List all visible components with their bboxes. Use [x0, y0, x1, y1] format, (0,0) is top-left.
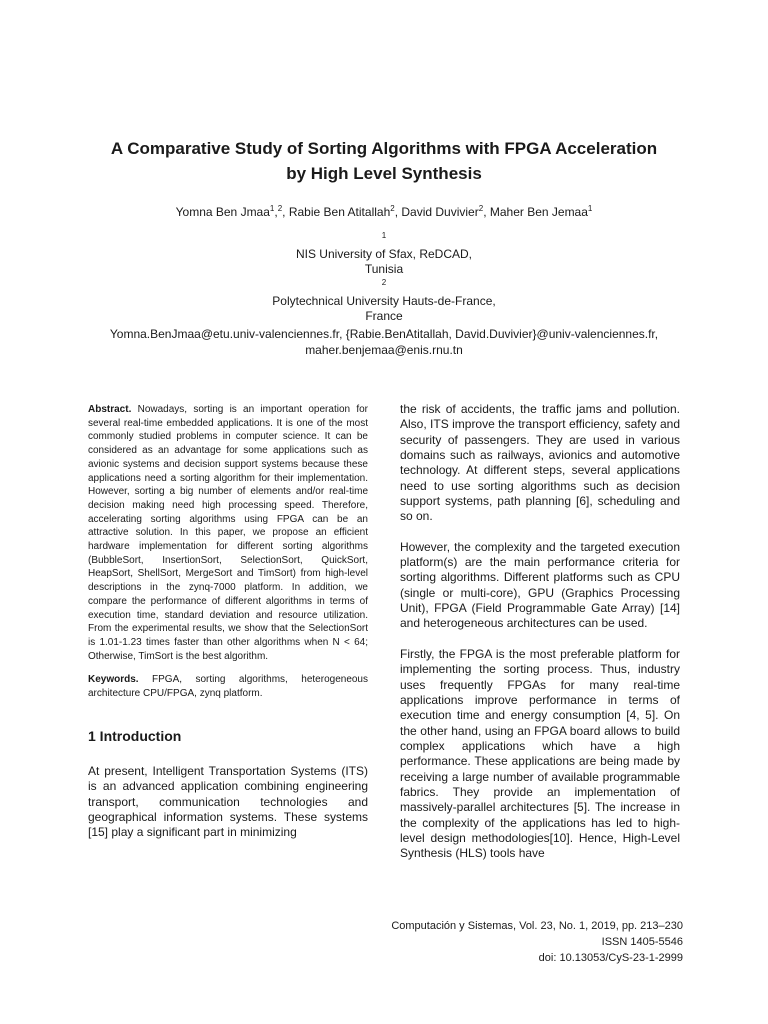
title-line-1: A Comparative Study of Sorting Algorithms with FPGA Acceleration — [110, 139, 658, 158]
journal-footer — [391, 918, 683, 966]
body-paragraph: Firstly, the FPGA is the most preferable platform for implementing the sorting process. Thus, industry uses frequently FPGAs for many real-time applications improve performance in terms of execution time and energy consumption [4, 5]. On the other hand, using an FPGA board allows to build complex applications which have a high performance. These applications are being made by receiving a large number of available programmable fabrics. They provide an implementation of massively-parallel architectures [5]. The increase in the complexity of the applications has led to high-level design methodologies[10]. Hence, High-Level Synthesis (HLS) tools have — [400, 646, 680, 861]
affiliation-1 — [40, 232, 728, 277]
abstract-text: Nowadays, sorting is an important operation for several real-time embedded applications. It is one of the most commonly studied problems in computer science. It can be considered as an advantage for some applications such as avionic systems and decision support systems because these applications need a sorting algorithm for their implementation. However, sorting a big number of elements and/or real-time decision making need high processing speed. Therefore, accelerating sorting algorithms using FPGA can be an attractive solution. In this paper, we propose an efficient hardware implementation for different sorting algorithms (BubbleSort, InsertionSort, SelectionSort, QuickSort, HeapSort, ShellSort, MergeSort and TimSort) from high-level descriptions in the zynq-7000 platform. In addition, we compare the performance of different algorithms in terms of execution time, standard deviation and resource utilization. From the experimental results, we show that the SelectionSort is 1.01-1.23 times faster than other algorithms when N < 64; Otherwise, TimSort is the best algorithm. — [88, 404, 368, 662]
body-paragraph: the risk of accidents, the traffic jams and pollution. Also, ITS improve the transport efficiency, safety and security of passengers. They are used in various domains such as railways, avionics and automotive technology. At different steps, several applications need to use sorting algorithms such as decision support systems, path planning [6], scheduling and so on. — [400, 402, 680, 524]
author-2-name: , Rabie Ben Atitallah — [282, 205, 391, 219]
affiliation-2 — [40, 279, 728, 324]
journal-doi: doi: 10.13053/CyS-23-1-2999 — [538, 952, 683, 964]
author-1-name: Yomna Ben Jmaa — [175, 205, 270, 219]
intro-paragraph: At present, Intelligent Transportation Systems (ITS) is an advanced application combining engineering transport, communication technologies and geographical information systems. These systems [15] play a significant part in minimizing — [88, 763, 368, 840]
emails-line-1: Yomna.BenJmaa@etu.univ-valenciennes.fr, {Rabie.BenAtitallah, David.Duvivier}@univ-valenciennes.fr, — [109, 327, 659, 341]
abstract — [88, 403, 368, 663]
author-list — [40, 204, 728, 220]
author-emails — [40, 326, 728, 358]
keywords-label: Keywords. — [88, 674, 139, 686]
author-3-name: , David Duvivier — [394, 205, 479, 219]
journal-citation: Computación y Sistemas, Vol. 23, No. 1, 2019, pp. 213–230 — [391, 920, 683, 932]
author-1-affil-mark-2: 2 — [277, 204, 283, 213]
affiliation-2-line-1 — [40, 279, 728, 309]
journal-issn: ISSN 1405-5546 — [601, 936, 683, 948]
abstract-label: Abstract. — [88, 404, 132, 415]
author-1-affil-mark: 1 — [269, 204, 275, 213]
section-heading-introduction: 1 Introduction — [88, 727, 182, 744]
affiliation-2-country: France — [365, 309, 403, 323]
keywords — [88, 673, 368, 700]
emails-line-2: maher.benjemaa@enis.rnu.tn — [305, 343, 463, 357]
body-paragraph: However, the complexity and the targeted execution platform(s) are the main performance criteria for sorting algorithms. Different platforms such as CPU (single or multi-core), GPU (Graphics Processing Unit), FPGA (Field Programmable Gate Array) [14] and heterogeneous architectures can be used. — [400, 539, 680, 631]
paper-title — [40, 136, 728, 186]
affiliation-1-line-1 — [40, 232, 728, 262]
right-column — [400, 402, 680, 877]
affiliation-1-org: NIS University of Sfax, ReDCAD, — [295, 247, 473, 261]
author-4-affil-mark: 1 — [587, 204, 593, 213]
affiliation-2-mark: 2 — [381, 278, 387, 287]
author-3-affil-mark: 2 — [478, 204, 484, 213]
affiliation-1-country: Tunisia — [364, 262, 404, 276]
title-line-2: by High Level Synthesis — [286, 164, 482, 183]
left-column — [88, 403, 368, 841]
keywords-text: FPGA, sorting algorithms, heterogeneous architecture CPU/FPGA, zynq platform. — [88, 674, 368, 700]
author-4-name: , Maher Ben Jemaa — [483, 205, 588, 219]
author-1-sep: , — [274, 205, 278, 219]
affiliation-2-org: Polytechnical University Hauts-de-France, — [272, 294, 496, 308]
author-2-affil-mark: 2 — [390, 204, 395, 213]
affiliation-1-mark: 1 — [381, 231, 387, 240]
